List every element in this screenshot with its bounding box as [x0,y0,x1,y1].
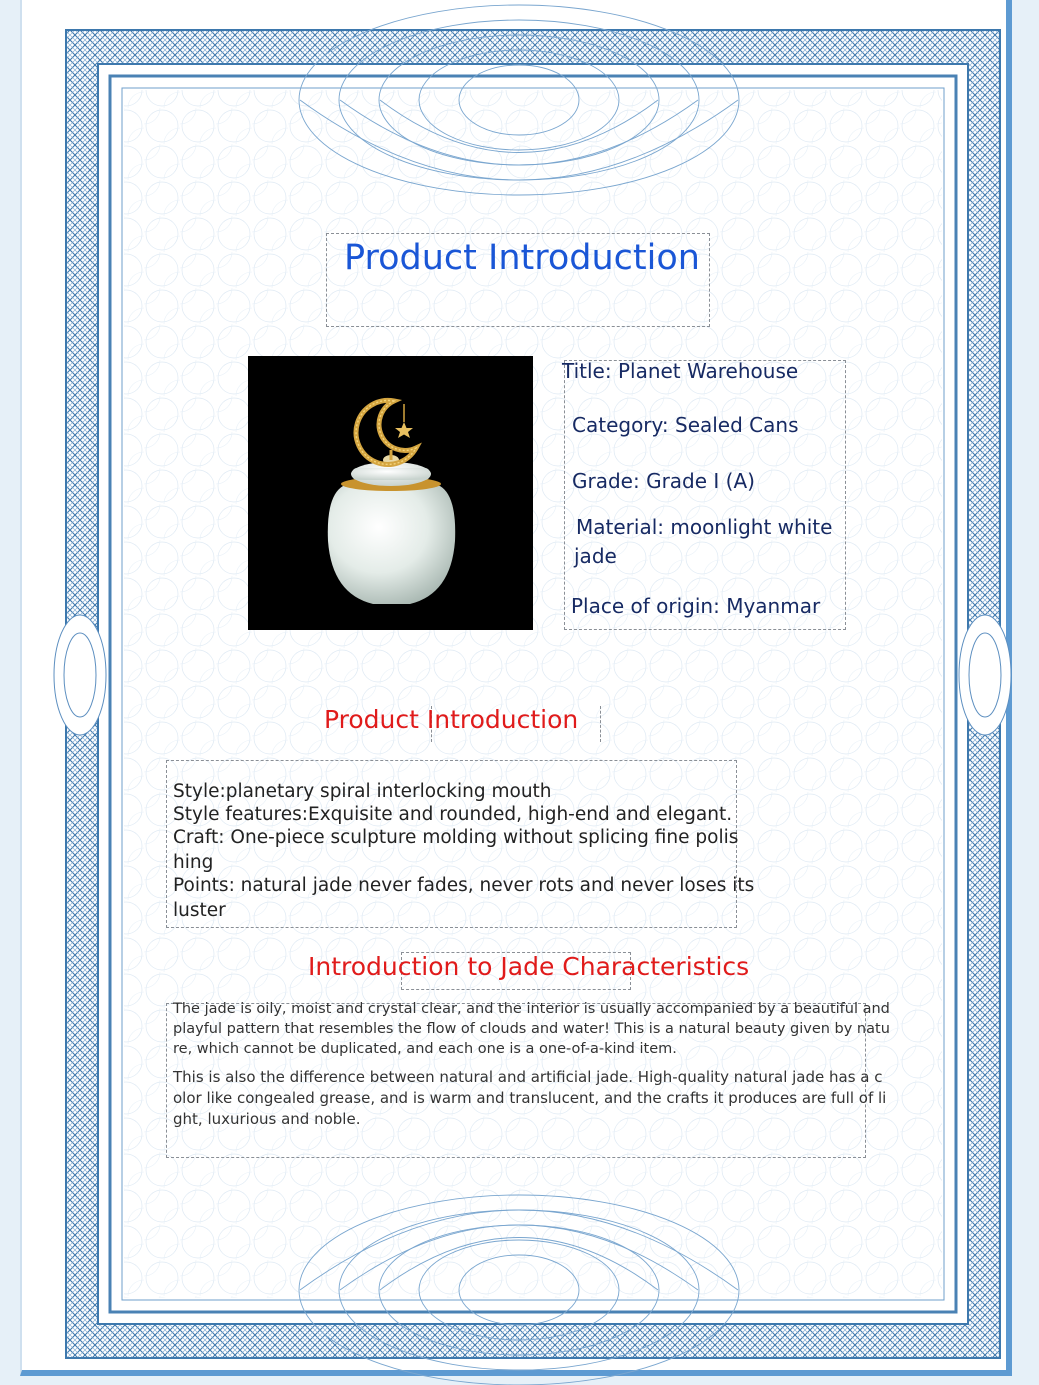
intro-line: Points: natural jade never fades, never rots and never loses its [173,875,755,896]
spec-material-cont: jade [574,544,617,568]
jade-line: ght, luxurious and noble. [173,1110,361,1128]
jade-line: re, which cannot be duplicated, and each one is a one-of-a-kind item. [173,1041,677,1057]
jade-line: playful pattern that resembles the flow of clouds and water! This is a natural beauty given by natu [173,1021,890,1037]
spec-grade: Grade: Grade I (A) [572,469,755,493]
intro-heading: Product Introduction [324,705,579,734]
jade-line: The jade is oily, moist and crystal clear, and the interior is usually accompanied by a beautiful and [173,1001,890,1017]
spec-material: Material: moonlight white [576,515,833,539]
page-title: Product Introduction [344,238,700,278]
intro-line: Craft: One-piece sculpture molding without splicing fine polis [173,827,739,848]
spec-title: Title: Planet Warehouse [562,359,799,383]
jade-jar-icon [248,356,533,630]
spec-origin: Place of origin: Myanmar [571,594,821,618]
jade-paragraph-2 [173,1067,887,1130]
spec-category: Category: Sealed Cans [572,413,799,437]
intro-line: Style features:Exquisite and rounded, high-end and elegant. [173,804,733,825]
jade-paragraph-1 [173,999,890,1059]
jade-line: This is also the difference between natural and artificial jade. High-quality natural jade has a c [173,1068,883,1086]
intro-line: Style:planetary spiral interlocking mouth [173,781,552,802]
jade-line: olor like congealed grease, and is warm and translucent, and the crafts it produces are full of li [173,1089,887,1107]
product-photo [248,356,533,630]
intro-line: luster [173,900,226,921]
intro-line: hing [173,852,214,873]
intro-text [173,780,755,922]
jade-heading: Introduction to Jade Characteristics [308,952,750,981]
specs-frame [564,360,846,630]
